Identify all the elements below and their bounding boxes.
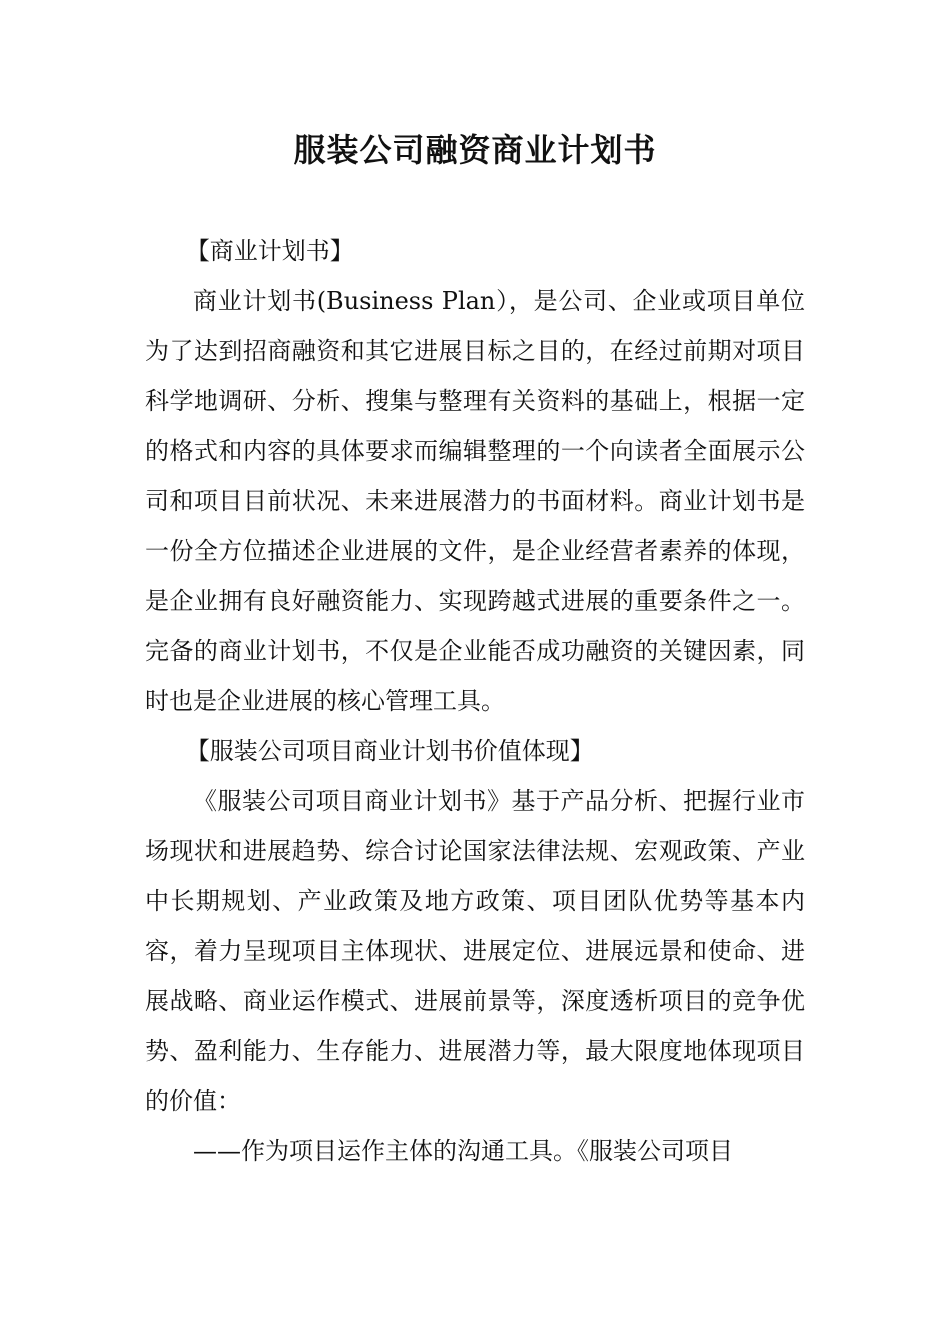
document-body [145,226,805,1176]
section-heading-value: 【服装公司项目商业计划书价值体现】 [185,737,594,765]
section-heading-business-plan: 【商业计划书】 [185,237,354,265]
paragraph-communication-tool: ——作为项目运作主体的沟通工具。《服装公司项目 [193,1137,733,1165]
paragraph-value-description: 《服装公司项目商业计划书》基于产品分析、把握行业市场现状和进展趋势、综合讨论国家法律法规、宏观政策、产业中长期规划、产业政策及地方政策、项目团队优势等基本内容，着力呈现项目主体现状、进展定位、进展远景和使命、进展战略、商业运作模式、进展前景等，深度透析项目的竞争优势、盈利能力、生存能力、进展潜力等，最大限度地体现项目的价值： [145,787,805,1115]
document-title: 服装公司融资商业计划书 [293,131,657,169]
paragraph-business-plan-definition: 商业计划书(Business Plan），是公司、企业或项目单位为了达到招商融资和其它进展目标之目的，在经过前期对项目科学地调研、分析、搜集与整理有关资料的基础上，根据一定的格式和内容的具体要求而编辑整理的一个向读者全面展示公司和项目目前状况、未来进展潜力的书面材料。商业计划书是一份全方位描述企业进展的文件，是企业经营者素养的体现，是企业拥有良好融资能力、实现跨越式进展的重要条件之一。完备的商业计划书，不仅是企业能否成功融资的关键因素，同时也是企业进展的核心管理工具。 [145,287,805,715]
